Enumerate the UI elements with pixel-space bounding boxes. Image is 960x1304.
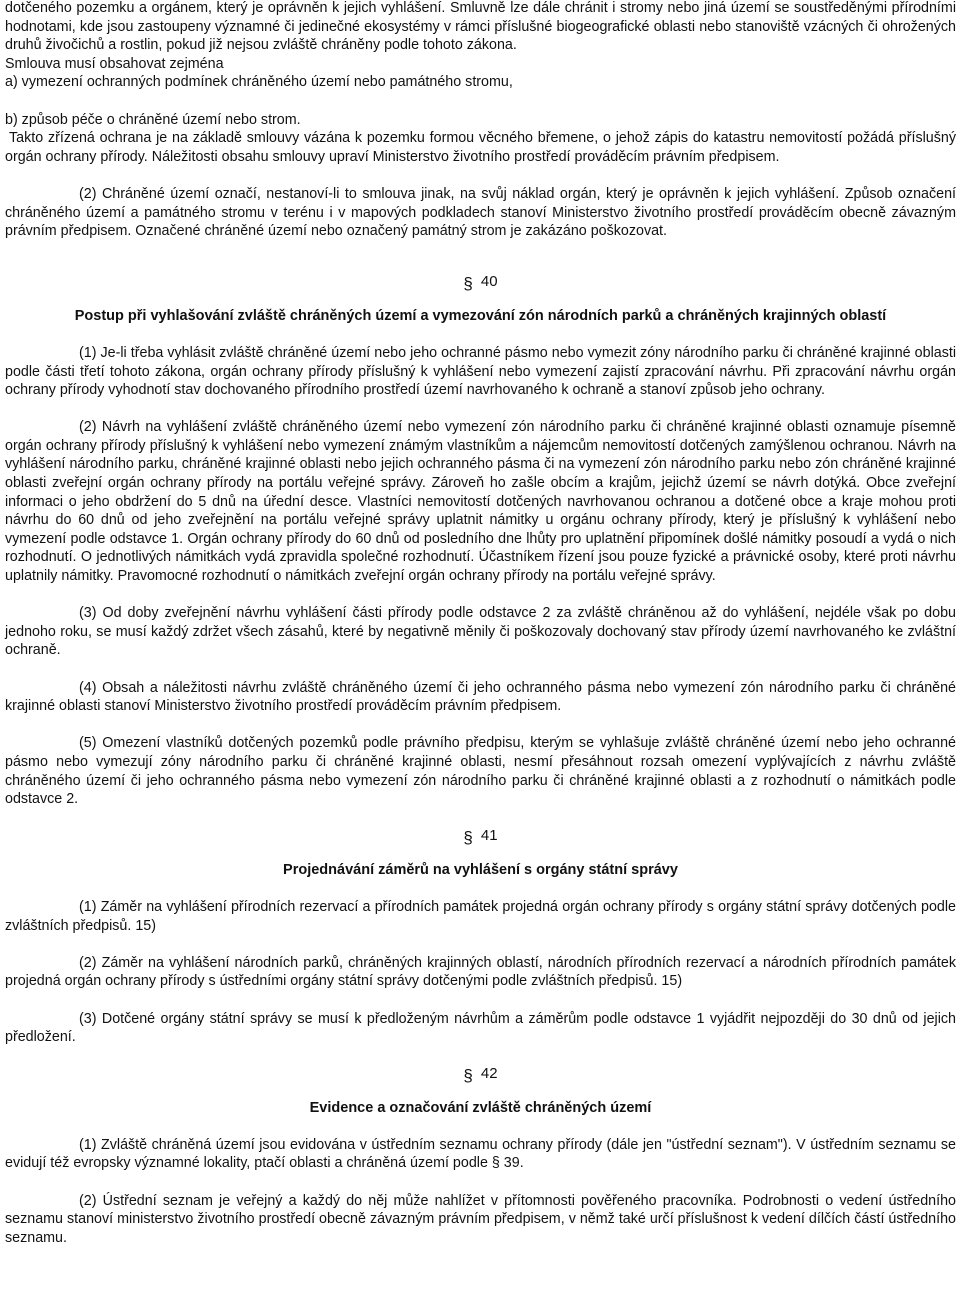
section-41-paragraph-3: (3) Dotčené orgány státní správy se musí k předloženým návrhům a záměrům podle odstavce 1 vyjádřit nejpozději do 30 dnů od jejich předložení. (5, 1010, 956, 1046)
section-42-paragraph-2: (2) Ústřední seznam je veřejný a každý do něj může nahlížet v přítomnosti pověřeného pracovníka. Podrobnosti o vedení ústředního seznamu stanoví ministerstvo životního prostředí obecně závazným právním předpisem, v němž také určí příslušnost k vedení dílčích částí ústředního seznamu. (5, 1192, 956, 1246)
section-41-paragraph-2: (2) Záměr na vyhlášení národních parků, chráněných krajinných oblastí, národních přírodních rezervací a národních přírodních památek projedná orgán ochrany přírody s ústředními orgány státní správy dotčenými podle zvláštních předpisů. 15) (5, 954, 956, 990)
section-number: 42 (480, 1064, 498, 1082)
section-title-42: Evidence a označování zvláště chráněných území (309, 1099, 652, 1116)
list-item-a: a) vymezení ochranných podmínek chráněného území nebo památného stromu, (5, 74, 513, 91)
marking-paragraph: (2) Chráněné území označí, nestanoví-li to smlouva jinak, na svůj náklad orgán, který je oprávněn k jejich vyhlášení. Způsob označení chráněného území a památného stromu v terénu i v mapových podkladech stanoví Ministerstvo životního prostředí prováděcím obecně závazným právním předpisem. Označené chráněné území nebo označený památný strom je zakázáno poškozovat. (5, 185, 956, 240)
section-symbol: § (463, 827, 473, 847)
section-42-paragraph-1: (1) Zvláště chráněná území jsou evidována v ústředním seznamu ochrany přírody (dále jen "ústřední seznam"). V ústředním seznamu se evidují též evropsky významné lokality, ptačí oblasti a chráněná území podle § 39. (5, 1136, 956, 1172)
section-title-40: Postup při vyhlašování zvláště chráněných území a vymezování zón národních parků a chráněných krajinných oblastí (74, 307, 887, 324)
section-41-paragraph-1: (1) Záměr na vyhlášení přírodních rezervací a přírodních památek projedná orgán ochrany přírody s orgány státní správy dotčených podle zvláštních předpisů. 15) (5, 898, 956, 934)
section-40-paragraph-3: (3) Od doby zveřejnění návrhu vyhlášení části přírody podle odstavce 2 za zvláště chráněnou až do vyhlášení, nejdéle však po dobu jednoho roku, se musí každý zdržet všech zásahů, které by negativně měnily či poškozovaly dochovaný stav přírody území navrhovaného ke zvláštní ochraně. (5, 605, 956, 659)
list-item-b: b) způsob péče o chráněné území nebo strom. (5, 111, 301, 128)
section-heading-40 (5, 271, 956, 295)
section-symbol: § (463, 273, 473, 293)
section-40-paragraph-2: (2) Návrh na vyhlášení zvláště chráněného území nebo vymezení zón národního parku či chráněné krajinné oblasti oznamuje písemně orgán ochrany přírody příslušný k vyhlášení nebo vymezení známým vlastníkům a nájemcům nemovitostí dotčených zamýšlenou ochranou. Návrh na vyhlášení národního parku, chráněné krajinné oblasti nebo jejich ochranného pásma či na vymezení zón národního parku nebo zón chráněné krajinné oblasti zveřejní orgán ochrany přírody na portálu veřejné správy. Zároveň ho zašle obcím a krajům, jejichž území se návrh dotýká. Obce zveřejní informaci o jeho obdržení do 5 dnů na úřední desce. Vlastníci nemovitostí dotčených navrhovanou ochranou a dotčené obce a kraje mohou proti návrhu do 60 dnů od jeho zveřejnění na portálu veřejné správy uplatnit námitky u orgánu ochrany přírody, který je příslušný k vyhlášení nebo vymezení podle odstavce 1. Orgán ochrany přírody do 60 dnů od posledního dne lhůty pro uplatnění připomínek došlé námitky posoudí a vydá o nich rozhodnutí. O jednotlivých námitkách vydá zpravidla společné rozhodnutí. Účastníkem řízení jsou pouze fyzické a právnické osoby, které proti návrhu uplatnily námitky. Pravomocné rozhodnutí o námitkách zveřejní orgán ochrany přírody na portálu veřejné správy. (5, 419, 956, 585)
section-number: 41 (480, 826, 498, 844)
section-symbol: § (463, 1065, 473, 1085)
contract-requirements-lead: Smlouva musí obsahovat zejména (5, 55, 224, 72)
section-heading-41 (5, 825, 956, 849)
easement-paragraph: Takto zřízená ochrana je na základě smlouvy vázána k pozemku formou věcného břemene, o jehož zápis do katastru nemovitostí požádá příslušný orgán ochrany přírody. Náležitosti obsahu smlouvy upraví Ministerstvo životního prostředí prováděcím právním předpisem. (5, 130, 956, 165)
section-40-paragraph-1: (1) Je-li třeba vyhlásit zvláště chráněné území nebo jeho ochranné pásmo nebo vymezit zóny národního parku či chráněné krajinné oblasti podle části třetí tohoto zákona, orgán ochrany přírody příslušný k vyhlášení nebo vymezení zajistí zpracování návrhu. Při zpracování návrhu orgán ochrany přírody vyhodnotí stav dochovaného přírodního prostředí území navrhovaného k ochraně a stanoví způsob jeho ochrany. (5, 344, 956, 399)
section-number: 40 (480, 272, 498, 290)
section-40-paragraph-4: (4) Obsah a náležitosti návrhu zvláště chráněného území či jeho ochranného pásma nebo vymezení zón národního parku či chráněné krajinné oblasti stanoví Ministerstvo životního prostředí prováděcím právním předpisem. (5, 679, 956, 715)
section-title-41: Projednávání záměrů na vyhlášení s orgány státní správy (283, 861, 678, 878)
intro-paragraph: dotčeného pozemku a orgánem, který je oprávněn k jejich vyhlášení. Smluvně lze dále chránit i stromy nebo jiná území se soustředěnými přírodními hodnotami, kde jsou zastoupeny významné či jedinečné ekosystémy v rámci příslušné biogeografické oblasti nebo stanoviště vzácných či ohrožených druhů živočichů a rostlin, pokud již nejsou zvláště chráněny podle tohoto zákona. (5, 0, 956, 54)
section-heading-42 (5, 1063, 956, 1087)
section-40-paragraph-5: (5) Omezení vlastníků dotčených pozemků podle právního předpisu, kterým se vyhlašuje zvláště chráněné území nebo jeho ochranné pásmo nebo vymezují zóny národního parku či chráněné krajinné oblasti, nesmí přesáhnout rozsah omezení vyplývajících z návrhu zvláště chráněného území či jeho ochranného pásma nebo vymezení zón národního parku či chráněné krajinné oblasti a z rozhodnutí o námitkách podle odstavce 2. (5, 735, 956, 808)
